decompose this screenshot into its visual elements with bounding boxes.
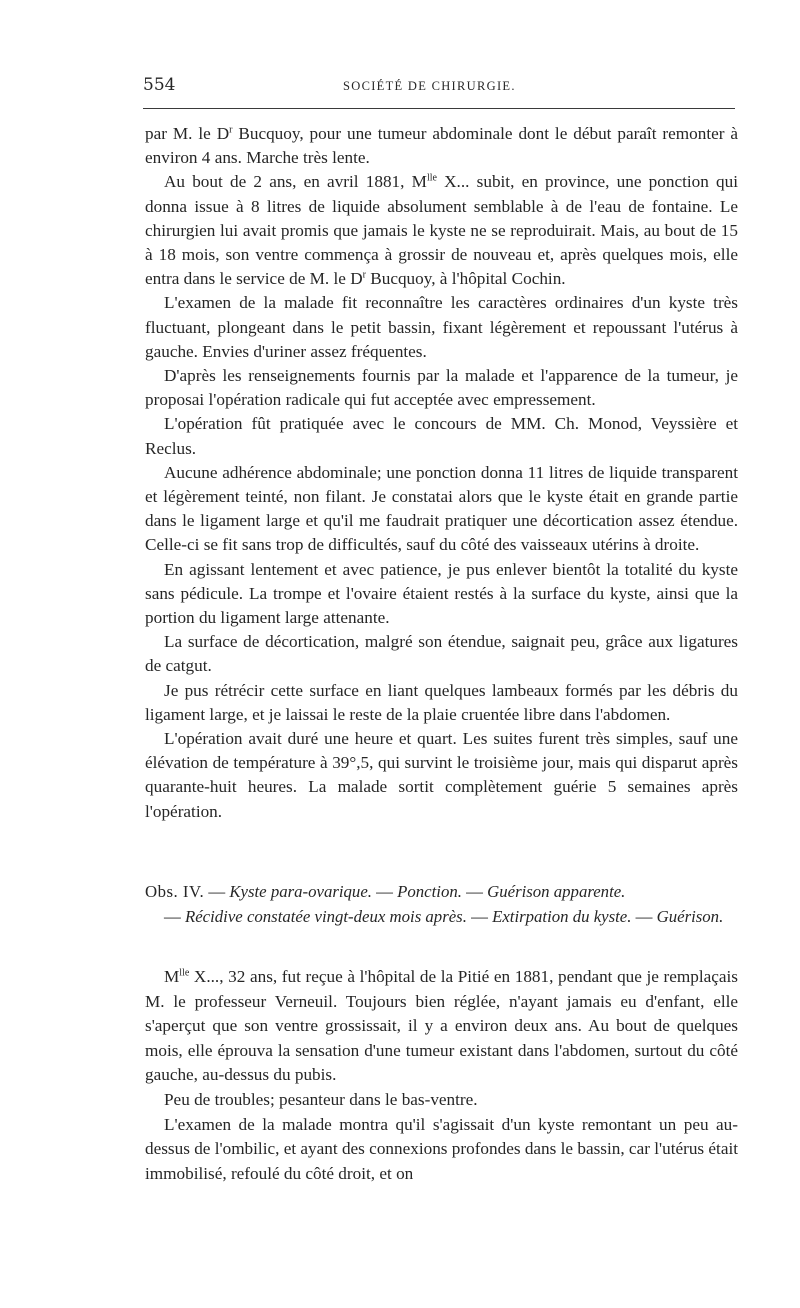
dash: — <box>631 906 657 926</box>
header-rule <box>143 108 735 109</box>
paragraph: D'après les renseignements fournis par la malade et l'apparence de la tumeur, je proposai l'opération radicale qui fut acceptée avec empressement. <box>145 366 738 410</box>
observation-title-part: Récidive constatée vingt-deux mois après. <box>184 906 467 926</box>
observation-title-part: Extirpation du kyste. <box>492 906 632 926</box>
paragraph: Peu de troubles; pesanteur dans le bas-ventre. <box>164 1089 478 1109</box>
paragraph: En agissant lentement et avec patience, je pus enlever bientôt la totalité du kyste sans pédicule. La trompe et l'ovaire étaient restés à la surface du kyste, ainsi que la portion du ligament large attenante. <box>145 559 738 628</box>
superscript: r <box>362 269 366 281</box>
paragraph: Aucune adhérence abdominale; une ponction donna 11 litres de liquide transparent et légèrement teinté, non filant. Je constatai alors que le kyste était en grande partie dans le ligament large et qu'il me faudrait pratiquer une décortication assez étendue. Celle-ci se fit sans trop de difficultés, sauf du côté des vaisseaux utérins à droite. <box>145 462 738 555</box>
dash: — <box>371 882 398 901</box>
paragraph: $M^{lle}$ X..., 32 ans, fut reçue à l'hôpital de la Pitié en 1881, pendant que je remplaçais M. le professeur Verneuil. Toujours bien réglée, n'ayant jamais eu d'enfant, elle s'aperçut que son ventre grossissait, il y a environ deux ans. Au bout de quelques mois, elle éprouva la sensation d'une tumeur existant dans l'abdomen, surtout du côté gauche, au-dessus du pubis. <box>145 967 738 1085</box>
dash: — <box>204 882 230 901</box>
superscript: r <box>229 124 233 136</box>
observation-heading <box>145 880 738 929</box>
paragraph: Je pus rétrécir cette surface en liant quelques lambeaux formés par les débris du ligament large, et je laissai le reste de la plaie cruentée libre dans l'abdomen. <box>145 680 738 724</box>
dash: — <box>461 882 488 901</box>
observation-title-part: Guérison apparente. <box>487 882 626 901</box>
paragraph: par M. le $D^r$ Bucquoy, pour une tumeur abdominale dont le début paraît remonter à environ 4 ans. Marche très lente. <box>145 124 738 168</box>
running-title: SOCIÉTÉ DE CHIRURGIE. <box>343 79 516 93</box>
paragraph: L'opération avait duré une heure et quart. Les suites furent très simples, sauf une élévation de température à 39°,5, qui survint le troisième jour, mais qui disparut après quarante-huit heures. La malade sortit complètement guérie 5 semaines après l'opération. <box>145 729 738 821</box>
page-header <box>143 72 735 102</box>
dash: — <box>164 906 185 926</box>
superscript: lle <box>426 172 437 184</box>
text-body-bottom <box>145 965 738 1186</box>
paragraph: Au bout de 2 ans, en avril 1881, $M^{lle}$ X... subit, en province, une ponction qui donna issue à 8 litres de liquide absolument semblable à de l'eau de fontaine. Le chirurgien lui avait promis que jamais le kyste ne se reproduirait. Mais, au bout de 15 à 18 mois, son ventre commença à grossir de nouveau et, après quelques mois, elle entra dans le service de M. le $D^r$ Bucquoy, à l'hôpital Cochin. <box>145 172 738 289</box>
observation-title-part: Guérison. <box>656 906 724 926</box>
paragraph: La surface de décortication, malgré son étendue, saignait peu, grâce aux ligatures de catgut. <box>145 632 738 676</box>
paragraph: L'examen de la malade fit reconnaître les caractères ordinaires d'un kyste très fluctuant, plongeant dans le petit bassin, fixant légèrement et repoussant l'utérus à gauche. Envies d'uriner assez fréquentes. <box>145 293 738 361</box>
observation-title-part: Kyste para-ovarique. <box>229 882 372 901</box>
observation-label: Obs. IV. <box>145 882 205 901</box>
paragraph: L'examen de la malade montra qu'il s'agissait d'un kyste remontant un peu au-dessus de l'ombilic, et ayant des connexions profondes dans le bassin, car l'utérus était immobilisé, refoulé du côté droit, et on <box>145 1114 738 1183</box>
paragraph: L'opération fût pratiquée avec le concours de MM. Ch. Monod, Veyssière et Reclus. <box>145 414 738 458</box>
dash: — <box>466 906 493 926</box>
page-number: 554 <box>143 75 176 95</box>
text-body-top <box>145 122 738 824</box>
observation-title-part: Ponction. <box>397 882 462 901</box>
superscript: lle <box>179 967 190 979</box>
